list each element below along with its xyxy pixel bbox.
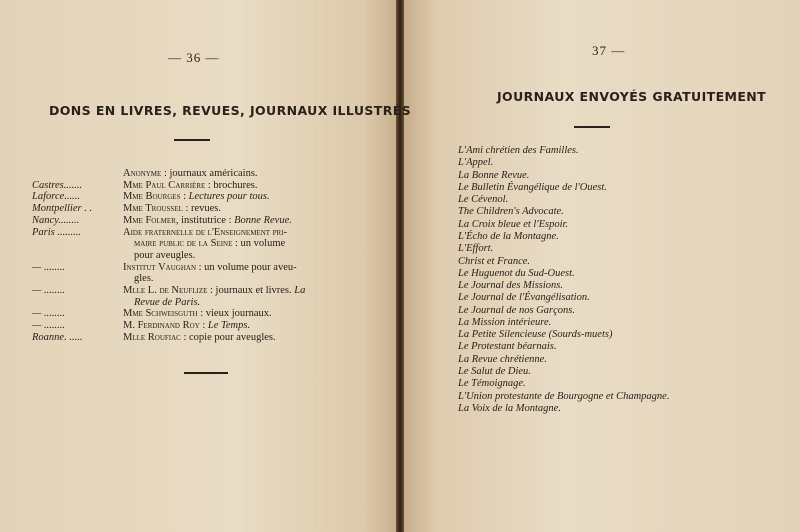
donation-title: Revue de Paris. <box>134 296 201 308</box>
donation-title: Bonne Revue. <box>234 214 292 226</box>
donation-entry <box>123 227 287 239</box>
donation-entry <box>123 262 297 274</box>
journal-item: Le Cévenol. <box>458 194 509 206</box>
donation-entry <box>123 180 257 192</box>
journal-item: La Croix bleue et l'Espoir. <box>458 218 569 230</box>
donation-location: — ........ <box>32 320 65 332</box>
donation-entry <box>134 238 285 250</box>
journal-item: The Children's Advocate. <box>458 206 564 218</box>
journal-item: L'Écho de la Montagne. <box>458 230 559 242</box>
left-page-title: DONS EN LIVRES, REVUES, JOURNAUX ILLUSTRÉS <box>49 103 412 118</box>
right-page-title: JOURNAUX ENVOYÉS GRATUITEMENT <box>497 89 767 104</box>
donation-text: : copie pour aveugles. <box>180 331 276 343</box>
donation-entry <box>123 191 270 203</box>
title-rule-right <box>574 126 610 128</box>
donation-entry <box>123 308 272 320</box>
journal-item: La Petite Silencieuse (Sourds-muets) <box>458 329 613 341</box>
donor-name: Mlle Roufiac <box>123 331 181 343</box>
donor-name: Mme Folmer <box>123 214 176 226</box>
journal-item: Le Salut de Dieu. <box>458 366 531 378</box>
donation-entry <box>134 250 195 262</box>
donor-name: Mme Troussel <box>123 203 183 215</box>
donation-text: : <box>180 191 189 203</box>
donor-name: maire public de la Seine <box>134 238 233 250</box>
donation-location: Castres....... <box>32 179 83 191</box>
donation-entry <box>123 332 276 344</box>
donation-entry <box>123 168 258 180</box>
end-rule <box>184 372 228 374</box>
journal-item: Le Protestant béarnais. <box>458 341 557 353</box>
journal-item: L'Ami chrétien des Familles. <box>458 145 579 156</box>
journal-item: L'Union protestante de Bourgogne et Champagne. <box>458 390 670 402</box>
donation-location: Laforce...... <box>32 191 81 203</box>
donation-text: , institutrice : <box>175 214 235 226</box>
donor-name: Mme Paul Carrière <box>123 179 206 191</box>
donation-text: : vieux journaux. <box>197 308 272 320</box>
journal-item: Le Journal de nos Garçons. <box>458 304 575 316</box>
donor-name: Mme Schweisguth <box>123 308 198 320</box>
donation-location: Nancy........ <box>32 214 80 226</box>
donation-title: Le Temps. <box>207 320 251 332</box>
donor-name: M. Ferdinand Roy <box>123 320 200 332</box>
journal-item: L'Effort. <box>458 243 494 255</box>
donation-entry <box>123 203 221 215</box>
donation-text: : revues. <box>182 203 222 215</box>
journal-item: Christ et France. <box>458 255 531 267</box>
donation-entry <box>123 320 250 332</box>
donation-text: pour aveugles. <box>134 249 196 261</box>
donation-entry <box>123 285 305 297</box>
journal-item: Le Témoignage. <box>458 378 526 390</box>
left-page-number: — 36 — <box>168 50 220 65</box>
donor-name: Mme Bourges <box>123 191 181 203</box>
donation-title: La <box>294 285 306 296</box>
donation-location: — ........ <box>32 261 65 273</box>
journal-item: Le Bulletin Évangélique de l'Ouest. <box>458 181 607 193</box>
donation-location: — ........ <box>32 285 65 296</box>
donor-name: Aide fraternelle de l'Enseignement pri- <box>123 226 288 238</box>
journal-item: L'Appel. <box>458 157 494 169</box>
journal-item: Le Journal des Missions. <box>458 280 563 292</box>
donation-location: Roanne. ..... <box>32 331 83 343</box>
donation-text: : brochures. <box>205 179 258 191</box>
right-page-number: 37 — <box>592 43 626 58</box>
donation-text: : <box>199 320 208 332</box>
donation-text: : journaux et livres. <box>207 285 295 296</box>
donor-name: Institut Vaughan <box>123 261 197 273</box>
journal-item: La Bonne Revue. <box>458 169 530 181</box>
journal-item: Le Journal de l'Évangélisation. <box>458 292 590 304</box>
donation-text: : journaux américains. <box>161 168 258 179</box>
donation-entry <box>134 273 154 285</box>
donor-name: Mlle L. de Neuflize <box>123 285 208 296</box>
journal-item: Le Huguenot du Sud-Ouest. <box>458 267 575 279</box>
donation-title: Lectures pour tous. <box>188 191 270 203</box>
donation-location: Paris ......... <box>32 226 82 238</box>
donation-text: gles. <box>134 273 154 285</box>
title-rule <box>174 139 210 141</box>
donor-name: Anonyme <box>123 168 162 179</box>
donation-entry <box>123 215 292 227</box>
journal-item: La Mission intérieure. <box>458 316 552 328</box>
donation-location: — ........ <box>32 308 65 320</box>
donation-text: : un volume pour aveu- <box>196 261 297 273</box>
donation-location: Montpellier . . <box>32 203 93 215</box>
journal-item: La Voix de la Montagne. <box>458 402 561 414</box>
journal-item: La Revue chrétienne. <box>458 353 547 365</box>
book-gutter <box>396 0 404 532</box>
donation-entry <box>134 297 200 309</box>
donation-text: : un volume <box>232 238 286 250</box>
